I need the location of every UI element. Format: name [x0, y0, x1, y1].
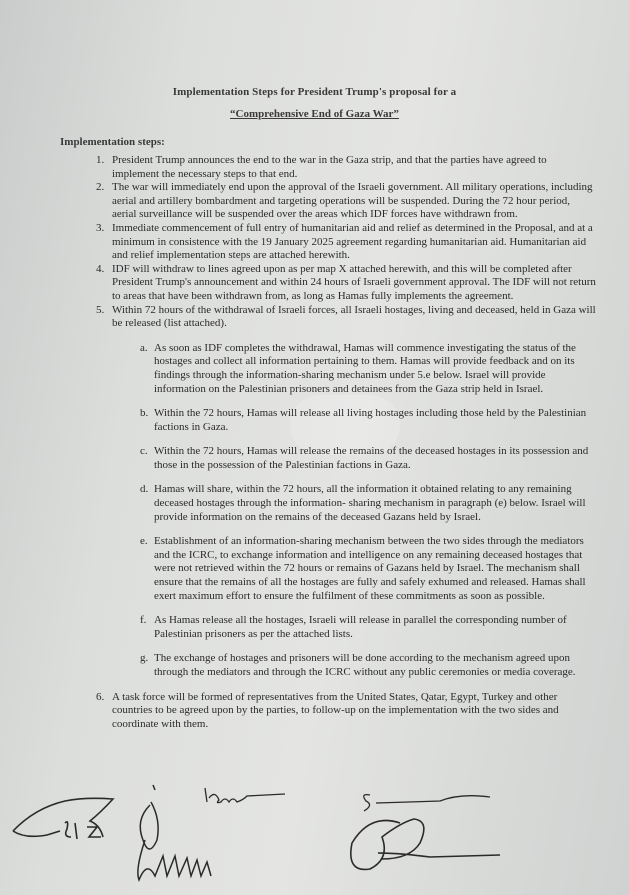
sub-item: c. Within the 72 hours, Hamas will release the remains of the deceased hostages in its possession and those in the possession of the Palestinian factions in Gaza.	[140, 445, 589, 471]
signature-block	[0, 775, 629, 895]
sub-item: d. Hamas will share, within the 72 hours, all the information it obtained relating to any remaining deceased hostages through the information- sharing mechanism in paragraph (e) below. Israel will provide information on the remains of the deceased Gazans held by Israel.	[140, 483, 586, 523]
list-item: 1. President Trump announces the end to the war in the Gaza strip, and that the parties have agreed to implement the necessary steps to that end.	[96, 154, 547, 180]
sub-item: g. The exchange of hostages and prisoners will be done according to the mechanism agreed upon through the mediators and through the ICRC without any public ceremonies or media coverage.	[140, 652, 576, 678]
signature-2	[125, 780, 295, 885]
list-item: 5. Within 72 hours of the withdrawal of Israeli forces, all Israeli hostages, living and deceased, held in Gaza will be released (list attached).	[96, 303, 596, 330]
list-item: 6. A task force will be formed of representatives from the United States, Qatar, Egypt, Turkey and other countries to be agreed upon by the parties, to follow-up on the implementation with the two sides and coordinate with them.	[96, 690, 559, 730]
signature-1	[5, 793, 120, 853]
sub-item: a. As soon as IDF completes the withdrawal, Hamas will commence investigating the status of the hostages and collect all information pertaining to them. Hamas will provide feedback and on its findings through the information-sharing mechanism under 5.e below. Israel will provide information on the Palestinian prisoners and detainees from the Gaza strip held in Israel.	[140, 341, 576, 395]
list-item: 4. IDF will withdraw to lines agreed upon as per map X attached herewith, and this will be completed after President Trump's announcement and within 24 hours of Israeli government approval. The IDF will not return to areas that have been withdrawn from, as long as Hamas fully implements the agreement.	[96, 262, 596, 302]
section-heading: Implementation steps:	[60, 136, 165, 148]
signature-3	[340, 783, 530, 883]
sub-item: b. Within the 72 hours, Hamas will release all living hostages including those held by the Palestinian factions in Gaza.	[140, 407, 587, 433]
steps-list	[96, 154, 596, 731]
list-item: 2. The war will immediately end upon the approval of the Israeli government. All military operations, including aerial and artillery bombardment and targeting operations will be suspended. During the 72 hour period, aerial surveillance will be suspended over the areas which IDF forces have withdrawn from.	[96, 181, 593, 221]
sub-item: e. Establishment of an information-sharing mechanism between the two sides through the mediators and the ICRC, to exchange information and intelligence on any remaining deceased hostages that were not retrieved within the 72 hours or remains of Gazans held by Israel. The mechanism shall ensure that the remains of all the hostages are fully and safely exhumed and released. Hamas shall exert maximum effort to ensure the fulfilment of these commitments as soon as possible.	[140, 535, 586, 602]
document-subtitle: “Comprehensive End of Gaza War”	[230, 108, 399, 120]
list-item: 3. Immediate commencement of full entry of humanitarian aid and relief as determined in the Proposal, and at a minimum in consistence with the 19 January 2025 agreement regarding humanitarian aid. Humanitarian aid and relief implementation steps are attached herewith.	[96, 221, 593, 262]
document-title: Implementation Steps for President Trump's proposal for a	[172, 86, 457, 98]
sub-item: f. As Hamas release all the hostages, Israeli will release in parallel the corresponding number of Palestinian prisoners as per the attached lists.	[140, 614, 567, 640]
